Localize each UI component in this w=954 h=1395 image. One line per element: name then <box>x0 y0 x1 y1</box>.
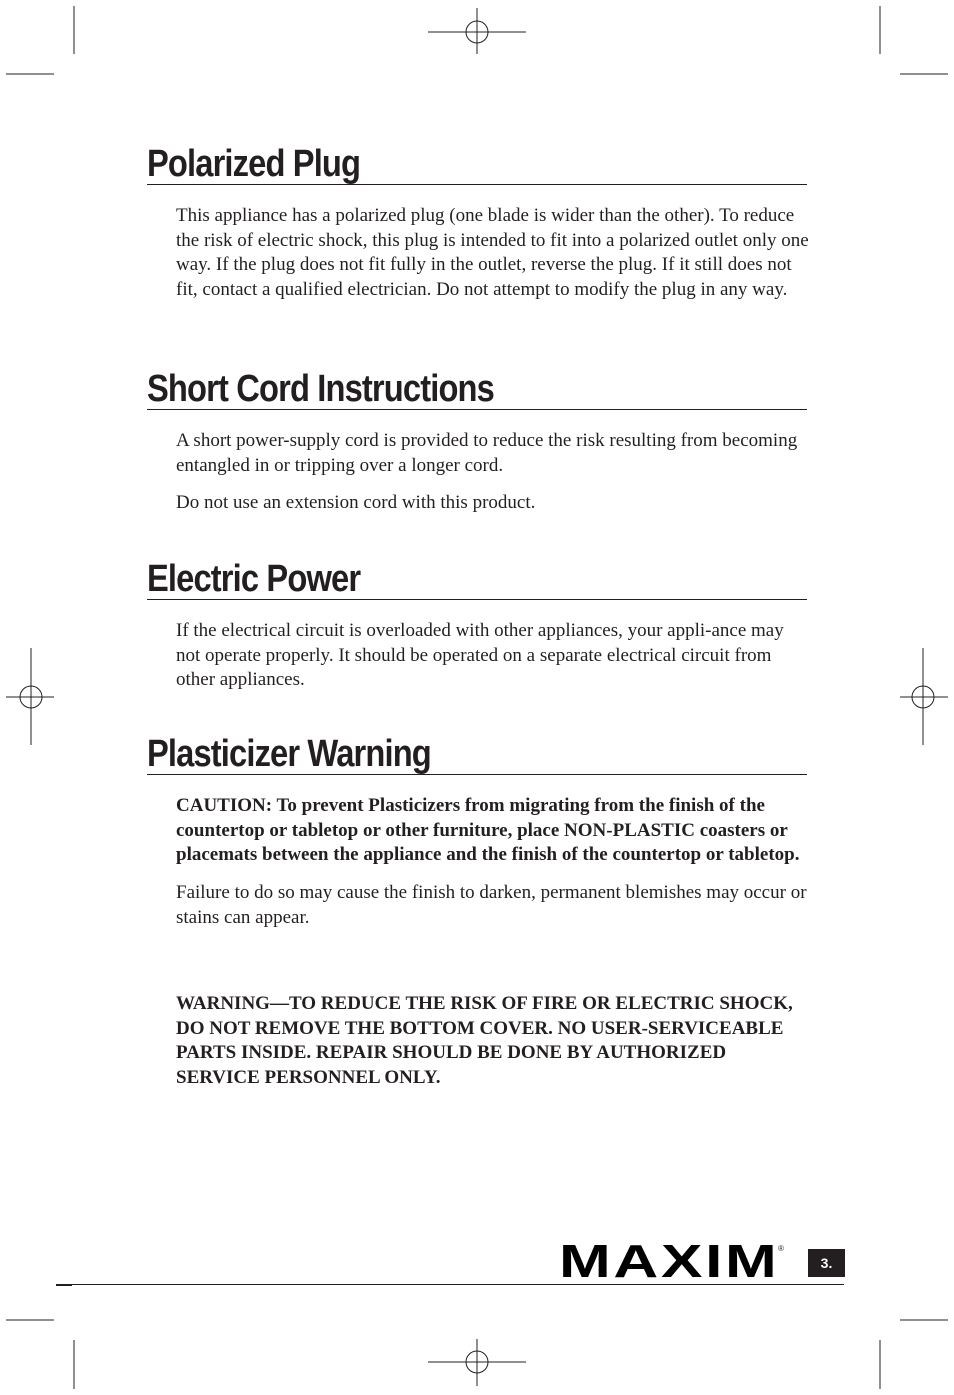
section-body <box>147 429 807 516</box>
section-heading: Plasticizer Warning <box>147 733 431 775</box>
section-polarized-plug <box>147 144 807 303</box>
section-heading: Short Cord Instructions <box>147 368 494 410</box>
paragraph: Do not use an extension cord with this product. <box>176 492 536 514</box>
footer-rule-accent <box>56 1284 72 1286</box>
registered-mark: ® <box>778 1244 784 1253</box>
warning-notice: WARNING—TO REDUCE THE RISK OF FIRE OR ELECTRIC SHOCK, DO NOT REMOVE THE BOTTOM COVER. NO USER-SERVICEABLE PARTS INSIDE. REPAIR SHOULD BE DONE BY AUTHORIZED SERVICE PERSONNEL ONLY. <box>176 993 793 1089</box>
section-body <box>147 204 807 303</box>
section-body <box>147 619 807 693</box>
section-body <box>147 794 807 931</box>
paragraph: This appliance has a polarized plug (one blade is wider than the other). To reduce the risk of electric shock, this plug is intended to fit into a polarized outlet only one way. If the plug does not fit fully in the outlet, reverse the plug. If it still does not fit, contact a qualified electrician. Do not attempt to modify the plug in any way. <box>176 205 809 301</box>
page-number: 3. <box>808 1249 845 1277</box>
caution-paragraph: CAUTION: To prevent Plasticizers from migrating from the finish of the countertop or tabletop or other furniture, place NON-PLASTIC coasters or placemats between the appliance and the finish of the countertop or tabletop. <box>176 795 800 866</box>
section-heading: Electric Power <box>147 558 361 600</box>
paragraph: If the electrical circuit is overloaded with other appliances, your appli-ance may not operate properly. It should be operated on a separate electrical circuit from other appliances. <box>176 620 784 691</box>
maxim-logo: MAXIM <box>559 1235 780 1287</box>
section-short-cord-instructions <box>147 369 807 516</box>
section-electric-power <box>147 559 807 693</box>
paragraph: Failure to do so may cause the finish to darken, permanent blemishes may occur or stains can appear. <box>176 882 807 928</box>
section-heading: Polarized Plug <box>147 143 361 185</box>
section-plasticizer-warning <box>147 734 807 931</box>
paragraph: A short power-supply cord is provided to reduce the risk resulting from becoming entangled in or tripping over a longer cord. <box>176 430 798 476</box>
